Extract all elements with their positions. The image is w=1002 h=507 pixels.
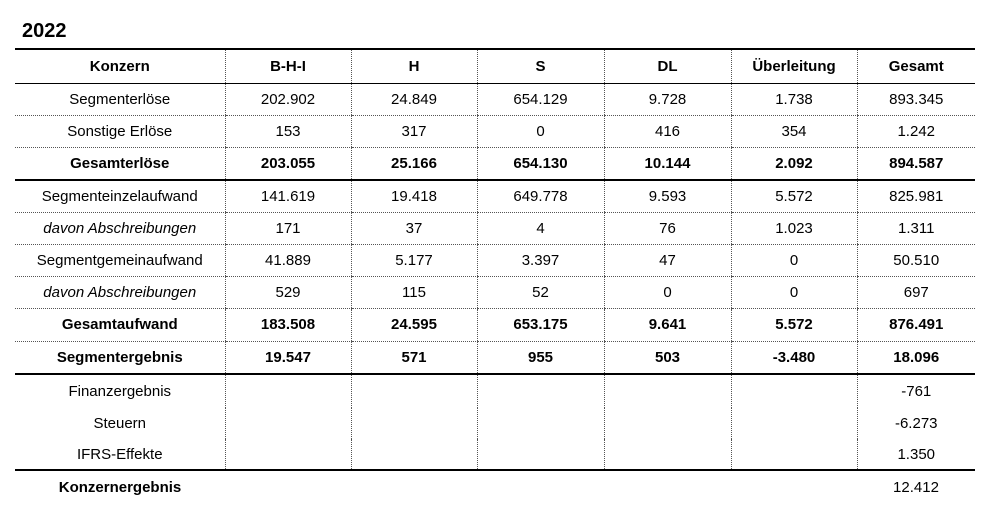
cell-value: 653.175: [477, 308, 604, 341]
table-row-finanzergebnis: [15, 374, 975, 408]
cell-value: 894.587: [857, 147, 975, 180]
cell-value: 37: [351, 212, 477, 244]
cell-empty: [351, 470, 477, 503]
cell-value: 529: [225, 276, 351, 308]
table-row-gesamtaufwand: [15, 308, 975, 341]
cell-value: 0: [477, 115, 604, 147]
cell-empty: [731, 470, 857, 503]
cell-empty: [225, 439, 351, 470]
cell-value: 1.350: [857, 439, 975, 470]
cell-value: 5.572: [731, 308, 857, 341]
table-row-segmenteinzelaufwand: [15, 180, 975, 212]
column-header-dl: DL: [604, 49, 731, 83]
cell-value: 697: [857, 276, 975, 308]
cell-empty: [731, 374, 857, 408]
column-header-h: H: [351, 49, 477, 83]
cell-value: 5.572: [731, 180, 857, 212]
cell-value: 649.778: [477, 180, 604, 212]
cell-value: 416: [604, 115, 731, 147]
cell-value: 654.130: [477, 147, 604, 180]
cell-value: 47: [604, 244, 731, 276]
header-row: [15, 49, 975, 83]
table-row-steuern: [15, 408, 975, 439]
cell-value: 183.508: [225, 308, 351, 341]
column-header-bhi: B-H-I: [225, 49, 351, 83]
cell-value: 5.177: [351, 244, 477, 276]
cell-value: 9.728: [604, 83, 731, 115]
cell-value: 3.397: [477, 244, 604, 276]
table-row-segmentergebnis: [15, 341, 975, 374]
cell-value: 9.641: [604, 308, 731, 341]
cell-empty: [731, 439, 857, 470]
cell-value: 41.889: [225, 244, 351, 276]
cell-value: 115: [351, 276, 477, 308]
cell-value: 141.619: [225, 180, 351, 212]
cell-value: 354: [731, 115, 857, 147]
table-row-davon-abschreibungen-2: [15, 276, 975, 308]
cell-value: 10.144: [604, 147, 731, 180]
column-header-konzern: Konzern: [15, 49, 225, 83]
cell-value: 1.311: [857, 212, 975, 244]
column-header-gesamt: Gesamt: [857, 49, 975, 83]
row-label: Segmenterlöse: [15, 83, 225, 115]
cell-empty: [604, 470, 731, 503]
segment-report-table: [15, 48, 975, 503]
cell-empty: [225, 408, 351, 439]
cell-value: 12.412: [893, 478, 939, 496]
table-row-konzernergebnis: [15, 470, 975, 503]
cell-value: 19.418: [351, 180, 477, 212]
cell-value: 202.902: [225, 83, 351, 115]
cell-value: 0: [731, 276, 857, 308]
row-label: davon Abschreibungen: [15, 276, 225, 308]
cell-value: 24.849: [351, 83, 477, 115]
column-header-s: S: [477, 49, 604, 83]
cell-value: 76: [604, 212, 731, 244]
table-row-segmentgemeinaufwand: [15, 244, 975, 276]
cell-empty: [225, 470, 351, 503]
table-row-segmenterloese: [15, 83, 975, 115]
cell-value: -6.273: [857, 408, 975, 439]
cell-value: 876.491: [857, 308, 975, 341]
cell-value: 1.738: [731, 83, 857, 115]
cell-value: 24.595: [351, 308, 477, 341]
cell-empty: [477, 374, 604, 408]
cell-value: 4: [477, 212, 604, 244]
cell-value: 1.242: [857, 115, 975, 147]
cell-empty: [604, 374, 731, 408]
cell-value: 18.096: [857, 341, 975, 374]
cell-empty: [477, 439, 604, 470]
cell-value: 571: [351, 341, 477, 374]
cell-value: 9.593: [604, 180, 731, 212]
row-label: IFRS-Effekte: [15, 439, 225, 470]
cell-value: 0: [604, 276, 731, 308]
cell-value: 0: [731, 244, 857, 276]
cell-value: 503: [604, 341, 731, 374]
row-label: Sonstige Erlöse: [15, 115, 225, 147]
cell-empty: [351, 374, 477, 408]
cell-empty: [351, 408, 477, 439]
table-row-sonstige-erloese: [15, 115, 975, 147]
cell-value: 52: [477, 276, 604, 308]
row-label: davon Abschreibungen: [15, 212, 225, 244]
row-label: Konzernergebnis: [58, 478, 182, 496]
cell-value: 955: [477, 341, 604, 374]
cell-value: 171: [225, 212, 351, 244]
row-label: Steuern: [93, 415, 147, 432]
row-label: Segmentgemeinaufwand: [15, 244, 225, 276]
column-header-ueberleitung: Überleitung: [731, 49, 857, 83]
cell-empty: [604, 408, 731, 439]
table-row-ifrs-effekte: [15, 439, 975, 470]
cell-value: 50.510: [857, 244, 975, 276]
cell-empty: [731, 408, 857, 439]
cell-empty: [225, 374, 351, 408]
cell-empty: [351, 439, 477, 470]
cell-value: 153: [225, 115, 351, 147]
cell-value: 19.547: [225, 341, 351, 374]
cell-value: -761: [857, 374, 975, 408]
row-label: Segmentergebnis: [15, 341, 225, 374]
row-label: Finanzergebnis: [68, 383, 172, 400]
cell-value: 654.129: [477, 83, 604, 115]
row-label: Gesamterlöse: [15, 147, 225, 180]
row-label: Gesamtaufwand: [15, 308, 225, 341]
cell-value: -3.480: [731, 341, 857, 374]
cell-value: 25.166: [351, 147, 477, 180]
table-row-davon-abschreibungen-1: [15, 212, 975, 244]
cell-empty: [604, 439, 731, 470]
cell-value: 1.023: [731, 212, 857, 244]
cell-empty: [477, 408, 604, 439]
cell-value: 2.092: [731, 147, 857, 180]
cell-value: 893.345: [857, 83, 975, 115]
table-title-year: 2022: [22, 20, 67, 42]
cell-value: 825.981: [857, 180, 975, 212]
row-label: Segmenteinzelaufwand: [15, 180, 225, 212]
cell-empty: [477, 470, 604, 503]
cell-value: 203.055: [225, 147, 351, 180]
table-row-gesamterloese: [15, 147, 975, 180]
cell-value: 317: [351, 115, 477, 147]
